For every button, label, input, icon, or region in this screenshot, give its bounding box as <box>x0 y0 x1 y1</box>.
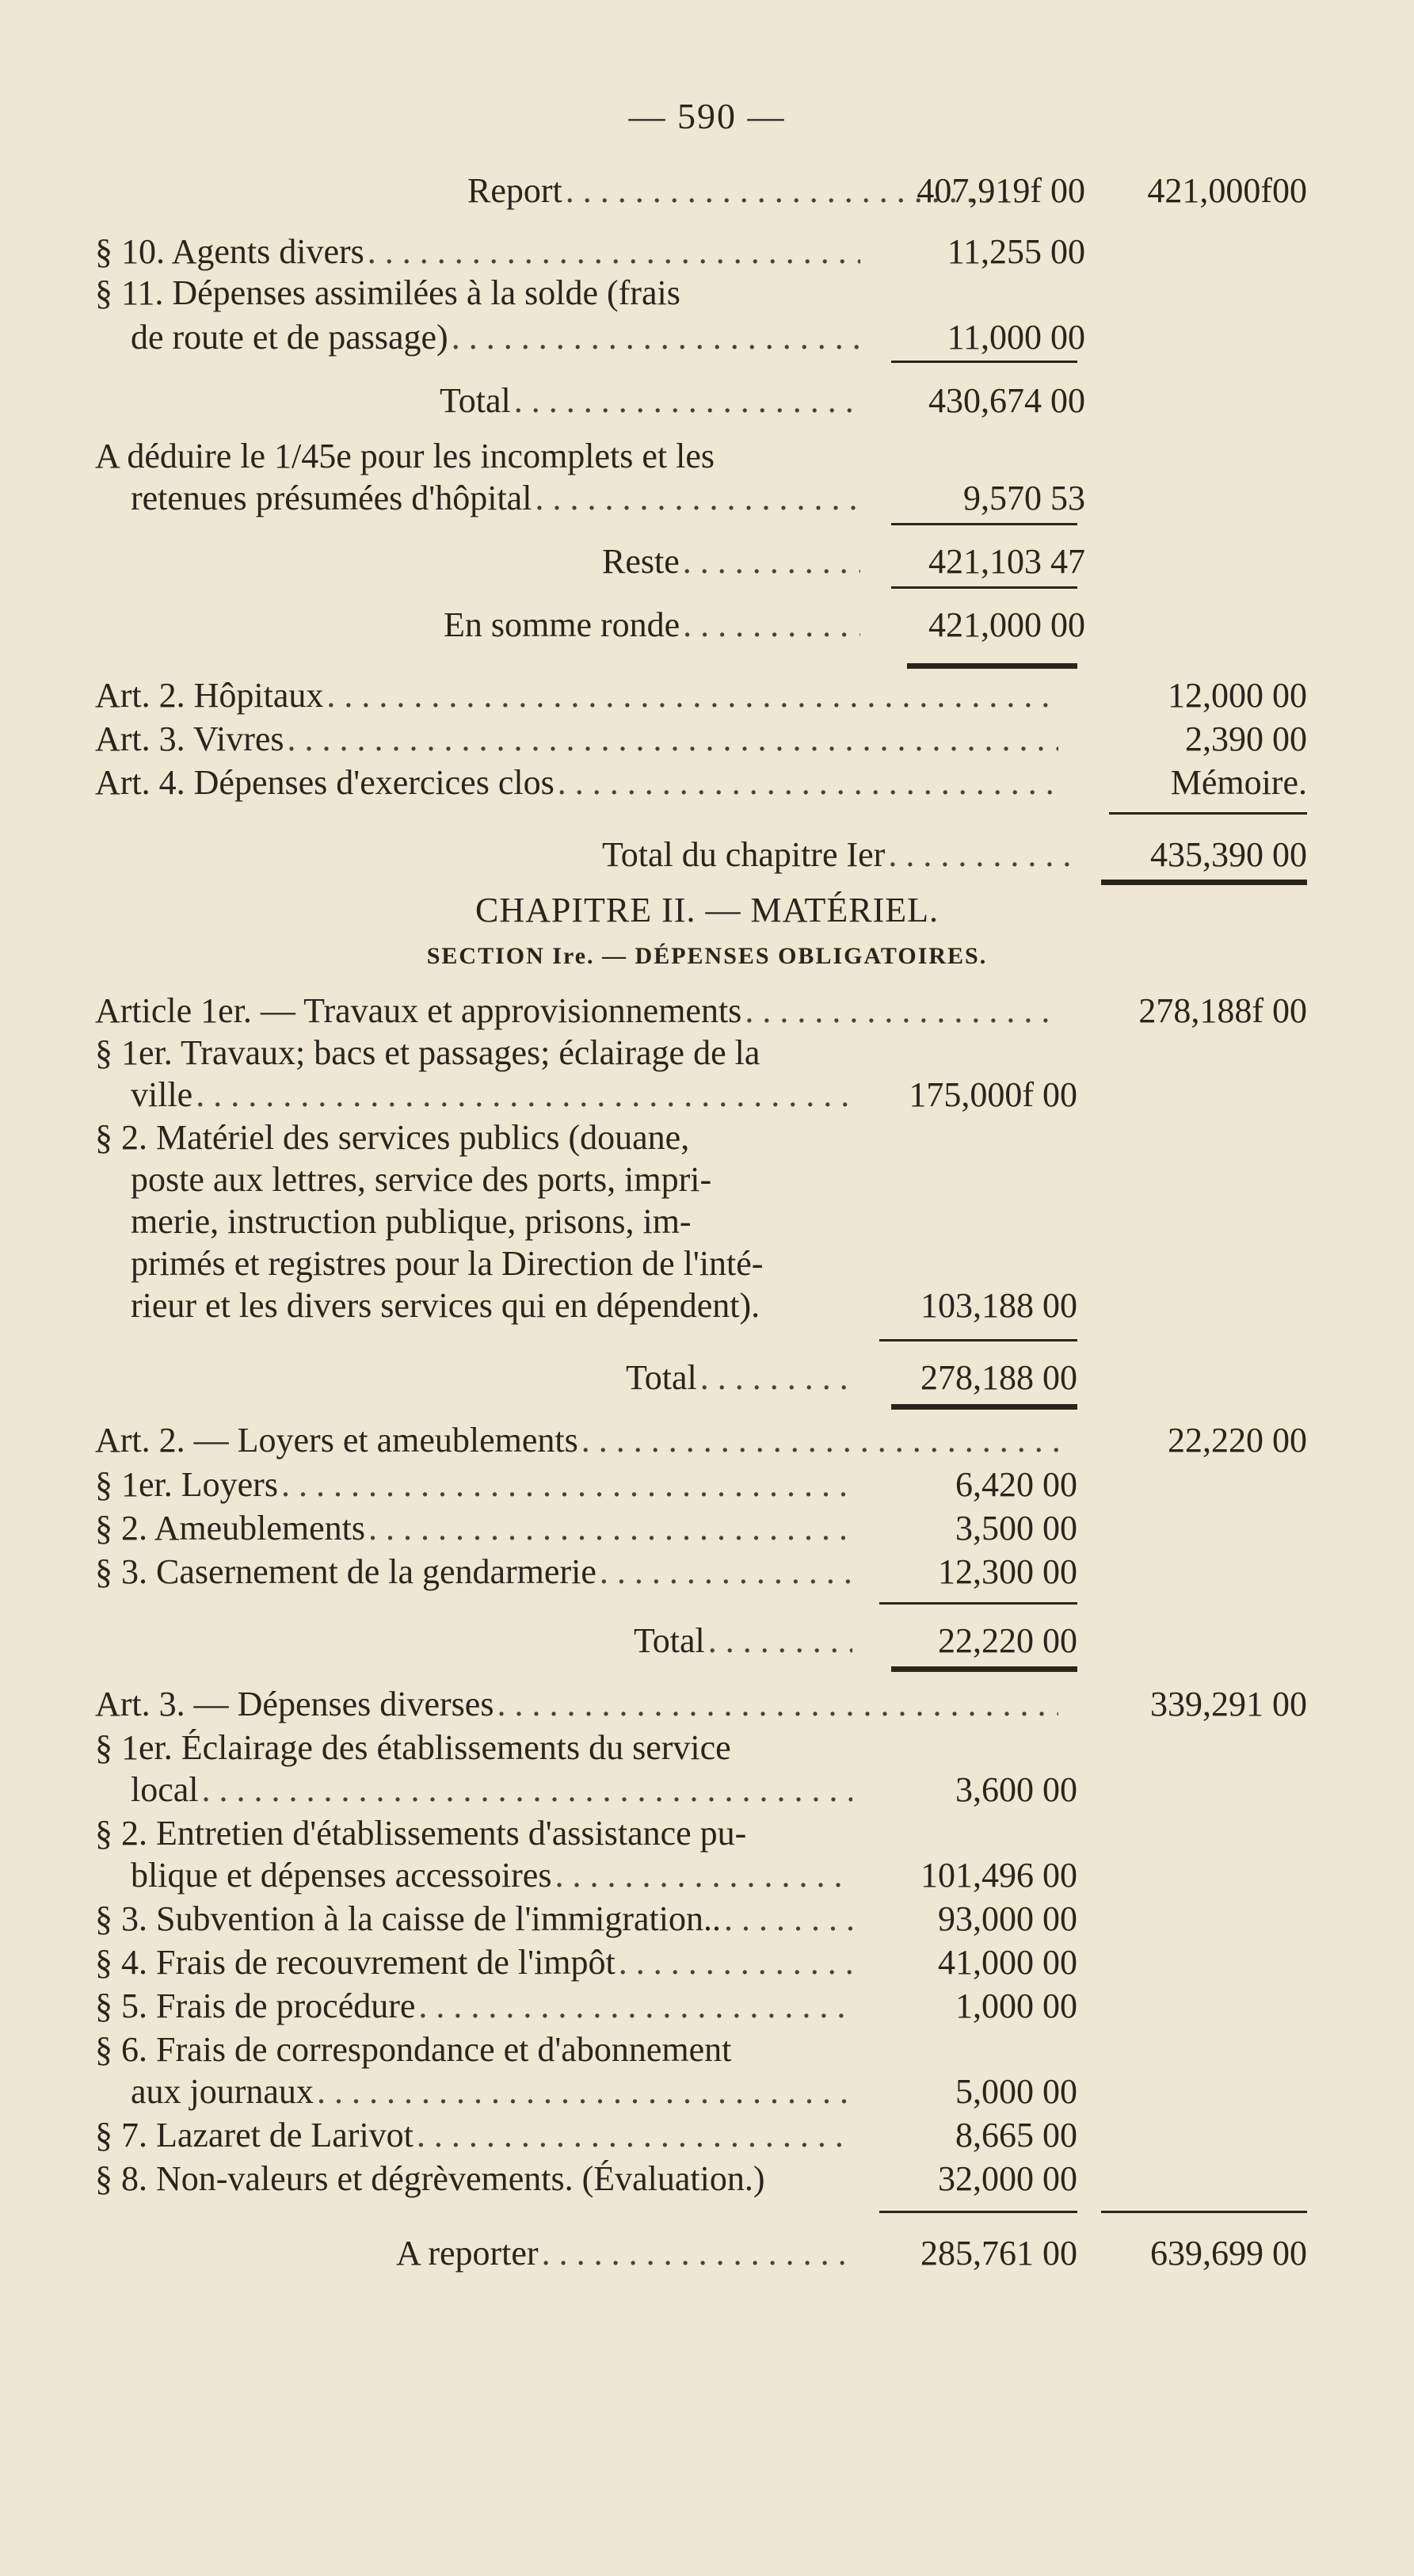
p1-line1: § 1er. Travaux; bacs et passages; éclairage de la <box>95 1033 760 1072</box>
total1-amount: 430,674 00 <box>928 381 1085 420</box>
row-art2-loyers <box>95 1420 1061 1461</box>
d1-line2: local <box>131 1770 199 1809</box>
p2-line4: primés et registres pour la Direction de l'inté- <box>131 1244 764 1283</box>
row-total1 <box>440 380 863 422</box>
p1-line2: ville <box>131 1075 193 1114</box>
p2-line5: rieur et les divers services qui en dépendent). <box>131 1286 760 1325</box>
d6-line1: § 6. Frais de correspondance et d'abonnement <box>95 2030 732 2069</box>
row-s11 <box>131 317 863 358</box>
report-amount-1: 407,919f 00 <box>917 171 1085 210</box>
d7-label: § 7. Lazaret de Larivot <box>95 2116 414 2154</box>
row-d3 <box>95 1899 856 1940</box>
row-d1 <box>131 1769 856 1811</box>
d5-label: § 5. Frais de procédure <box>95 1986 416 2025</box>
article1-label: Article 1er. — Travaux et approvisionnements <box>95 991 742 1030</box>
deduire-line2: retenues présumées d'hôpital <box>131 479 532 517</box>
total-ch1-amount: 435,390 00 <box>1150 835 1307 874</box>
row-art4 <box>95 762 1061 803</box>
art4-label: Art. 4. Dépenses d'exercices clos <box>95 763 555 802</box>
loy3-amount: 12,300 00 <box>938 1552 1077 1591</box>
d8-label: § 8. Non-valeurs et dégrèvements. (Évaluation.) <box>95 2159 765 2198</box>
d8-amount: 32,000 00 <box>938 2159 1077 2198</box>
rule <box>907 663 1077 669</box>
row-total2 <box>626 1357 856 1399</box>
total3-amount: 22,220 00 <box>938 1621 1077 1660</box>
rule <box>891 361 1077 363</box>
report-amount-2: 421,000f00 <box>1147 171 1307 210</box>
d3-label: § 3. Subvention à la caisse de l'immigration.. <box>95 1899 722 1938</box>
row-article1 <box>95 990 1061 1032</box>
row-reporter <box>396 2233 856 2274</box>
reste-label: Reste <box>602 542 680 581</box>
loy2-label: § 2. Ameublements <box>95 1509 365 1548</box>
art3-label: Art. 3. Vivres <box>95 719 284 758</box>
art4-amount: Mémoire. <box>1170 763 1307 802</box>
row-deduire <box>131 478 863 519</box>
p2-line2: poste aux lettres, service des ports, impri- <box>131 1160 712 1199</box>
row-art2 <box>95 675 1061 716</box>
art3-diverses-amount: 339,291 00 <box>1150 1685 1307 1723</box>
rule <box>891 586 1077 589</box>
rule <box>891 1666 1077 1672</box>
rule <box>891 523 1077 525</box>
p2-line1: § 2. Matériel des services publics (douane, <box>95 1118 690 1157</box>
report-label: Report <box>467 171 562 210</box>
art3-amount: 2,390 00 <box>1185 719 1307 758</box>
row-d2 <box>131 1855 856 1896</box>
total2-label: Total <box>626 1358 697 1397</box>
p2-amount: 103,188 00 <box>920 1286 1077 1325</box>
rule <box>891 1404 1077 1410</box>
rule <box>879 1602 1077 1605</box>
reste-amount: 421,103 47 <box>928 542 1085 581</box>
ronde-label: En somme ronde <box>444 605 680 644</box>
p1-amount: 175,000f 00 <box>909 1075 1077 1114</box>
total-ch1-label: Total du chapitre Ier <box>602 835 886 874</box>
deduire-amount: 9,570 53 <box>963 479 1085 517</box>
row-art3 <box>95 719 1061 760</box>
ronde-amount: 421,000 00 <box>928 605 1085 644</box>
reporter-amount-2: 639,699 00 <box>1150 2234 1307 2273</box>
rule <box>879 1339 1077 1341</box>
s10-amount: 11,255 00 <box>947 232 1085 271</box>
d2-line1: § 2. Entretien d'établissements d'assistance pu- <box>95 1814 747 1853</box>
total2-amount: 278,188 00 <box>920 1358 1077 1397</box>
loy1-label: § 1er. Loyers <box>95 1465 278 1504</box>
p2-line3: merie, instruction publique, prisons, im- <box>131 1202 692 1241</box>
row-total-ch1 <box>602 834 1085 876</box>
d4-amount: 41,000 00 <box>938 1943 1077 1982</box>
row-reste <box>602 541 863 582</box>
row-total3 <box>634 1620 856 1662</box>
art2-amount: 12,000 00 <box>1168 676 1307 715</box>
row-ronde <box>444 605 863 646</box>
row-loy3 <box>95 1551 856 1593</box>
rule <box>1101 2211 1307 2213</box>
loy2-amount: 3,500 00 <box>955 1509 1077 1548</box>
d2-line2: blique et dépenses accessoires <box>131 1856 552 1895</box>
d3-amount: 93,000 00 <box>938 1899 1077 1938</box>
art3-diverses-label: Art. 3. — Dépenses diverses <box>95 1685 494 1723</box>
d6-amount: 5,000 00 <box>955 2072 1077 2111</box>
chapter-heading: CHAPITRE II. — MATÉRIEL. <box>475 891 939 929</box>
row-s10 <box>95 231 863 273</box>
reporter-label: A reporter <box>396 2234 539 2273</box>
s11-amount: 11,000 00 <box>947 318 1085 357</box>
page-number: — 590 — <box>628 96 786 136</box>
s11-line2: de route et de passage) <box>131 318 448 357</box>
row-d7 <box>95 2115 856 2156</box>
deduire-line1: A déduire le 1/45e pour les incomplets et les <box>95 437 715 475</box>
row-d6 <box>131 2071 856 2112</box>
d7-amount: 8,665 00 <box>955 2116 1077 2154</box>
rule <box>1109 812 1307 815</box>
art2-label: Art. 2. Hôpitaux <box>95 676 324 715</box>
row-loy2 <box>95 1508 856 1549</box>
rule <box>1101 880 1307 885</box>
d5-amount: 1,000 00 <box>955 1986 1077 2025</box>
d1-amount: 3,600 00 <box>955 1770 1077 1809</box>
row-d4 <box>95 1942 856 1983</box>
article1-amount: 278,188f 00 <box>1138 991 1307 1030</box>
row-art3-diverses <box>95 1684 1061 1725</box>
s11-line1: § 11. Dépenses assimilées à la solde (frais <box>95 273 680 312</box>
total3-label: Total <box>634 1621 705 1660</box>
reporter-amount-1: 285,761 00 <box>920 2234 1077 2273</box>
row-p1 <box>131 1074 856 1116</box>
d1-line1: § 1er. Éclairage des établissements du service <box>95 1728 731 1767</box>
d6-line2: aux journaux <box>131 2072 314 2111</box>
section-heading: SECTION Ire. — DÉPENSES OBLIGATOIRES. <box>426 943 988 969</box>
total1-label: Total <box>440 381 511 420</box>
row-loy1 <box>95 1464 856 1506</box>
art2-loyers-amount: 22,220 00 <box>1168 1421 1307 1460</box>
d2-amount: 101,496 00 <box>920 1856 1077 1895</box>
d4-label: § 4. Frais de recouvrement de l'impôt <box>95 1943 616 1982</box>
loy1-amount: 6,420 00 <box>955 1465 1077 1504</box>
rule <box>879 2211 1077 2213</box>
s10-label: § 10. Agents divers <box>95 232 364 271</box>
loy3-label: § 3. Casernement de la gendarmerie <box>95 1552 596 1591</box>
row-d5 <box>95 1986 856 2027</box>
art2-loyers-label: Art. 2. — Loyers et ameublements <box>95 1421 578 1460</box>
